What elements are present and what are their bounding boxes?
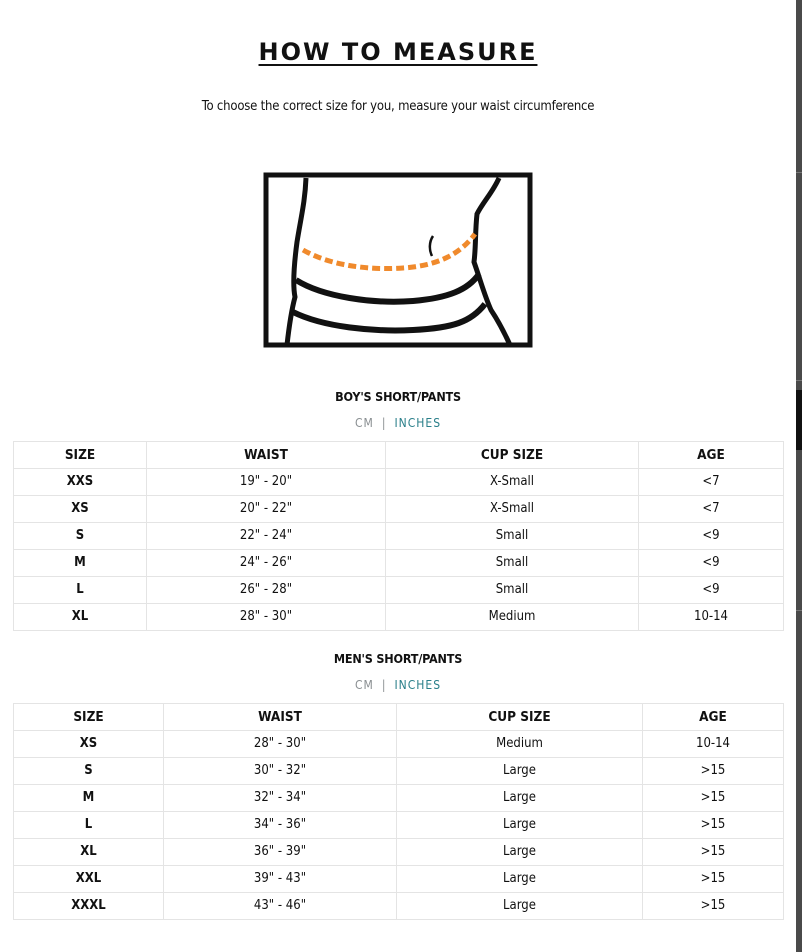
size-cell: S <box>14 758 164 785</box>
size-cell: XXL <box>14 866 164 893</box>
size-cell: XXXL <box>14 893 164 920</box>
age-cell: <7 <box>639 469 784 496</box>
table-row <box>14 550 784 577</box>
age-cell: <9 <box>639 523 784 550</box>
cup-size-cell: Large <box>397 785 643 812</box>
men-unit-toggle <box>0 677 796 693</box>
age-cell: >15 <box>643 866 784 893</box>
measure-instructions: To choose the correct size for you, measure your waist circumference <box>201 99 595 114</box>
column-header-age: AGE <box>639 442 784 469</box>
column-header-waist: WAIST <box>164 704 397 731</box>
table-row <box>14 758 784 785</box>
size-cell: XXS <box>14 469 147 496</box>
table-row <box>14 893 784 920</box>
size-cell: M <box>14 785 164 812</box>
table-row <box>14 785 784 812</box>
waist-cell: 26" - 28" <box>147 577 386 604</box>
age-cell: >15 <box>643 812 784 839</box>
column-header-age: AGE <box>643 704 784 731</box>
boys-unit-cm-button[interactable]: CM <box>354 416 374 430</box>
cup-size-cell: Small <box>386 550 639 577</box>
cup-size-cell: Large <box>397 812 643 839</box>
table-row <box>14 604 784 631</box>
table-row <box>14 523 784 550</box>
column-header-waist: WAIST <box>147 442 386 469</box>
table-row <box>14 577 784 604</box>
cup-size-cell: Large <box>397 758 643 785</box>
waist-cell: 28" - 30" <box>164 731 397 758</box>
age-cell: 10-14 <box>639 604 784 631</box>
table-row <box>14 839 784 866</box>
age-cell: 10-14 <box>643 731 784 758</box>
waist-cell: 34" - 36" <box>164 812 397 839</box>
age-cell: <9 <box>639 550 784 577</box>
cup-size-cell: Medium <box>386 604 639 631</box>
table-header-row <box>14 442 784 469</box>
age-cell: >15 <box>643 758 784 785</box>
waist-cell: 19" - 20" <box>147 469 386 496</box>
cup-size-cell: X-Small <box>386 469 639 496</box>
table-row <box>14 731 784 758</box>
waist-cell: 43" - 46" <box>164 893 397 920</box>
men-section-title: MEN'S SHORT/PANTS <box>333 651 463 666</box>
age-cell: >15 <box>643 839 784 866</box>
boys-unit-inches-button[interactable]: INCHES <box>394 416 442 430</box>
boys-size-table <box>13 441 784 631</box>
scrollbar-thumb[interactable] <box>796 390 802 450</box>
page-title: HOW TO MEASURE <box>258 38 538 66</box>
boys-section-title: BOY'S SHORT/PANTS <box>335 389 461 404</box>
table-row <box>14 812 784 839</box>
waist-measure-illustration-icon <box>263 172 533 348</box>
background-overlay-scrollbar[interactable] <box>796 0 802 952</box>
cup-size-cell: Large <box>397 893 643 920</box>
waist-cell: 32" - 34" <box>164 785 397 812</box>
size-cell: XS <box>14 731 164 758</box>
size-cell: L <box>14 812 164 839</box>
age-cell: <7 <box>639 496 784 523</box>
table-row <box>14 866 784 893</box>
column-header-cup-size: CUP SIZE <box>386 442 639 469</box>
waist-cell: 39" - 43" <box>164 866 397 893</box>
waist-cell: 22" - 24" <box>147 523 386 550</box>
cup-size-cell: Small <box>386 577 639 604</box>
waist-cell: 30" - 32" <box>164 758 397 785</box>
column-header-cup-size: CUP SIZE <box>397 704 643 731</box>
age-cell: >15 <box>643 893 784 920</box>
size-cell: XL <box>14 604 147 631</box>
men-unit-inches-button[interactable]: INCHES <box>394 678 442 692</box>
size-cell: M <box>14 550 147 577</box>
cup-size-cell: Medium <box>397 731 643 758</box>
column-header-size: SIZE <box>14 442 147 469</box>
cup-size-cell: Small <box>386 523 639 550</box>
table-row <box>14 496 784 523</box>
age-cell: >15 <box>643 785 784 812</box>
size-cell: L <box>14 577 147 604</box>
boys-unit-toggle <box>0 415 796 431</box>
men-size-table <box>13 703 784 920</box>
column-header-size: SIZE <box>14 704 164 731</box>
age-cell: <9 <box>639 577 784 604</box>
waist-cell: 28" - 30" <box>147 604 386 631</box>
table-row <box>14 469 784 496</box>
size-cell: XL <box>14 839 164 866</box>
waist-cell: 24" - 26" <box>147 550 386 577</box>
cup-size-cell: Large <box>397 866 643 893</box>
cup-size-cell: X-Small <box>386 496 639 523</box>
size-cell: S <box>14 523 147 550</box>
table-header-row <box>14 704 784 731</box>
men-unit-cm-button[interactable]: CM <box>354 678 374 692</box>
waist-cell: 20" - 22" <box>147 496 386 523</box>
unit-separator: | <box>381 416 387 430</box>
unit-separator: | <box>381 678 387 692</box>
cup-size-cell: Large <box>397 839 643 866</box>
size-cell: XS <box>14 496 147 523</box>
waist-cell: 36" - 39" <box>164 839 397 866</box>
